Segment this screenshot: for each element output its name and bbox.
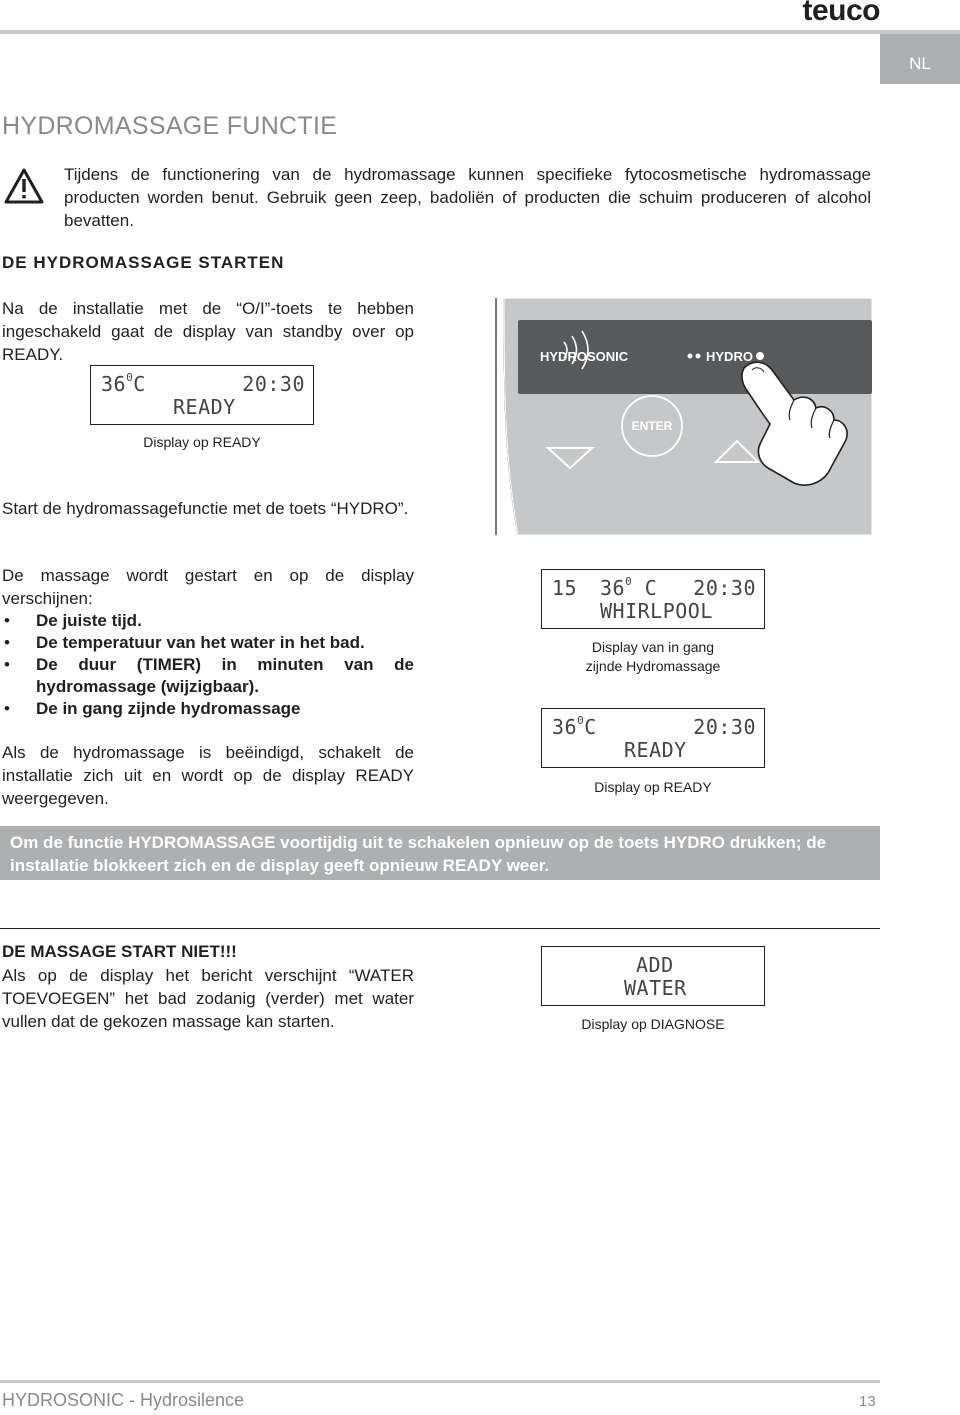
display-caption: Display op DIAGNOSE: [581, 1016, 725, 1032]
display-time: 20:30: [693, 576, 756, 600]
display-ready: [541, 708, 765, 768]
press-hydro-text: Start de hydromassagefunctie met de toets “HYDRO”.: [2, 499, 409, 518]
language-tab: NL: [880, 34, 960, 84]
brand-logo: teuco: [802, 0, 880, 27]
start-heading: DE HYDROMASSAGE STARTEN: [2, 253, 285, 272]
display-status: READY: [624, 738, 687, 762]
end-text: Als de hydromassage is beëindigd, schakelt de installatie zich uit en wordt op de display READY weergegeven.: [2, 743, 414, 808]
display-info-list: [2, 610, 414, 720]
display-temp: $36^0C$: [101, 371, 146, 396]
footer-rule: [0, 1380, 880, 1383]
display-whirlpool: [541, 569, 765, 629]
caption-line: zijnde Hydromassage: [585, 658, 721, 674]
list-item: • De temperatuur van het water in het bad.: [4, 633, 365, 652]
panel-brand-label: HYDROSONIC: [540, 349, 629, 364]
display-caption: [541, 638, 765, 676]
fault-text: Als op de display het bericht verschijnt “WATER TOEVOEGEN” het bad zodanig (verder) met water vullen dat de gekozen massage kan starten.: [2, 966, 414, 1031]
list-item: • De duur (TIMER) in minuten van de hydromassage (wijzigbaar).: [4, 655, 414, 696]
caption-line: Display van in gang: [591, 639, 715, 655]
list-intro: De massage wordt gestart en op de display verschijnen:: [2, 566, 414, 608]
panel-hydro-label: HYDRO: [706, 349, 753, 364]
display-timer: 15: [552, 576, 578, 600]
display-caption: Display op READY: [594, 779, 712, 795]
display-caption: Display op READY: [143, 434, 261, 450]
footer-product: HYDROSONIC - Hydrosilence: [2, 1390, 245, 1410]
display-ready: [90, 365, 314, 425]
display-temp: $36^0$ C: [600, 575, 658, 600]
section-divider: [0, 928, 880, 929]
display-time: 20:30: [242, 372, 305, 396]
display-status: READY: [173, 395, 236, 419]
list-item: • De juiste tijd.: [4, 611, 142, 630]
section-title: HYDROMASSAGE FUNCTIE: [2, 112, 338, 140]
display-status: WHIRLPOOL: [600, 599, 713, 623]
page-number: 13: [859, 1393, 876, 1410]
header-rule: [0, 30, 960, 34]
warning-text: Tijdens de functionering van de hydromassage kunnen specifieke fytocosmetische hydromassage producten worden benut. Gebruik geen zeep, badoliën of producten die schuim produceren of alcohol bevatten.: [64, 165, 871, 230]
note-text: Om de functie HYDROMASSAGE voortijdig uit te schakelen opnieuw op de toets HYDRO drukken; de installatie blokkeert zich en de display geeft opnieuw READY weer.: [10, 833, 827, 875]
warning-icon: [4, 168, 44, 204]
display-time: 20:30: [693, 715, 756, 739]
fault-heading: DE MASSAGE START NIET!!!: [2, 942, 237, 961]
control-panel-illustration: [494, 298, 874, 535]
display-line2: WATER: [624, 976, 687, 1000]
list-item: • De in gang zijnde hydromassage: [4, 699, 301, 718]
display-line1: ADD: [636, 953, 674, 977]
display-diagnose: [541, 946, 765, 1006]
start-intro: Na de installatie met de “O/I”-toets te hebben ingeschakeld gaat de display van standby over op READY.: [2, 299, 414, 364]
display-temp: $36^0C$: [552, 714, 597, 739]
panel-enter-label: ENTER: [631, 419, 673, 433]
